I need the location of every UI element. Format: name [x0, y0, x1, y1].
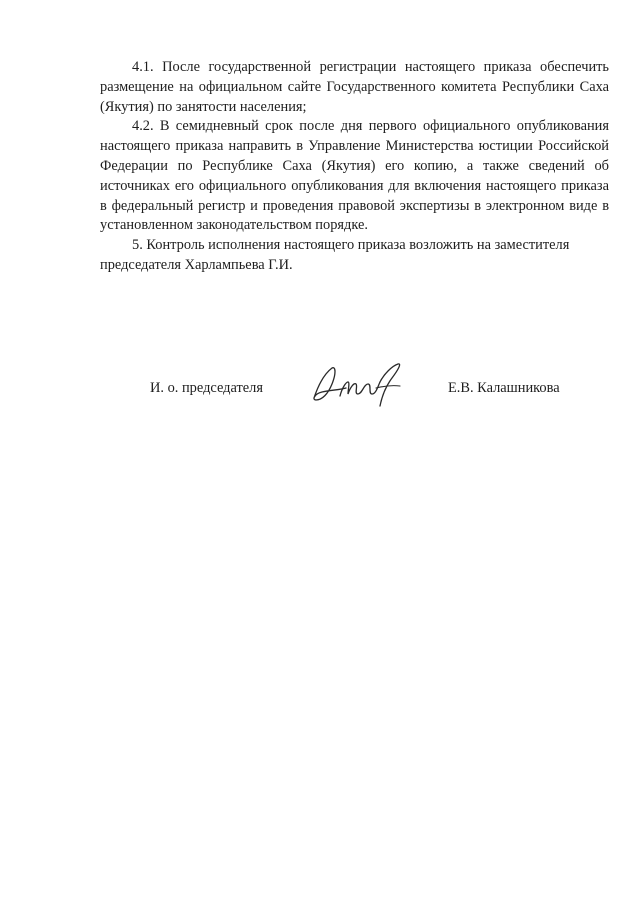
paragraph-4-2: 4.2. В семидневный срок после дня первого официального опубликования настоящего приказа направить в Управление Министерства юстиции Российской Федерации по Республике Саха (Якутия) его копию, а также сведений об источниках его официального опубликования для включения настоящего приказа в федеральный регистр и проведения правовой экспертизы в электронном виде в установленном законодательством порядке.	[100, 118, 609, 234]
document-body	[100, 58, 609, 276]
paragraph-5: 5. Контроль исполнения настоящего приказа возложить на заместителя председателя Харлампьева Г.И.	[100, 237, 570, 273]
paragraph-4-1: 4.1. После государственной регистрации настоящего приказа обеспечить размещение на официальном сайте Государственного комитета Республики Саха (Якутия) по занятости населения;	[100, 59, 609, 115]
handwritten-signature	[306, 360, 406, 410]
signatory-title: И. о. председателя	[150, 380, 263, 396]
signatory-name: Е.В. Калашникова	[448, 380, 560, 396]
signature-block	[0, 360, 640, 420]
